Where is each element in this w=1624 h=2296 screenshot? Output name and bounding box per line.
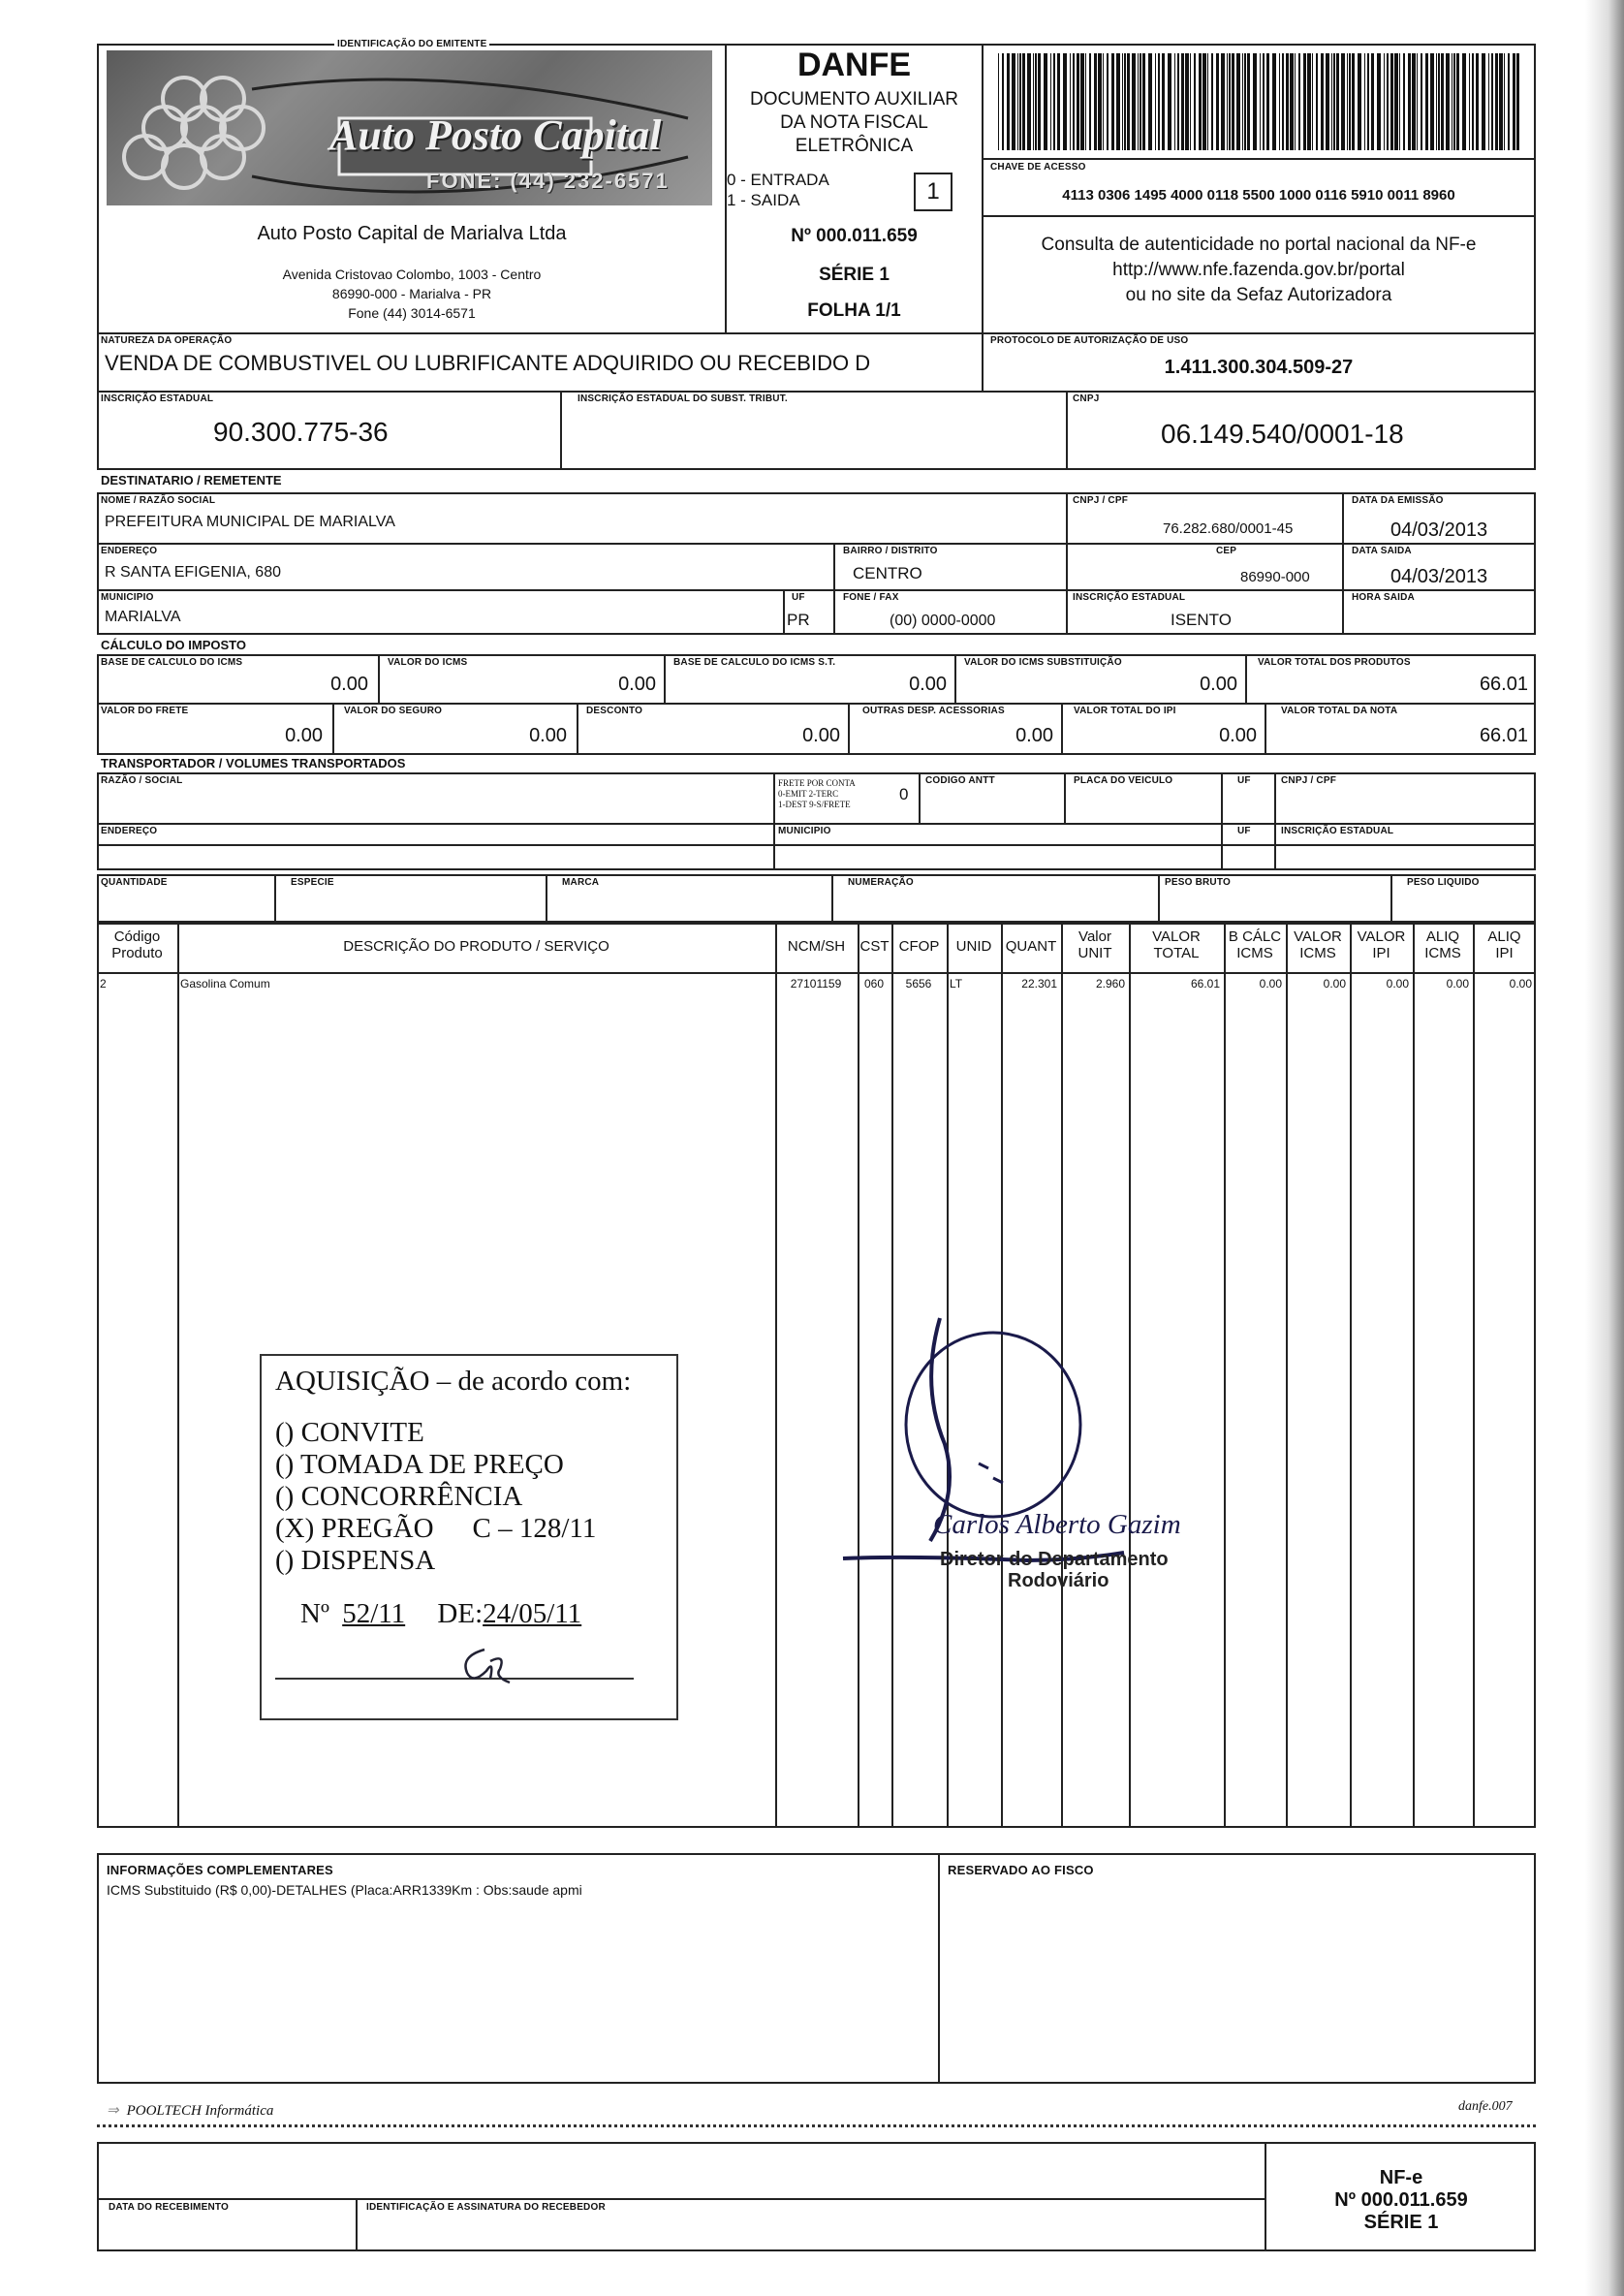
danfe-entrada: 0 - ENTRADA — [727, 171, 829, 189]
dest-cnpj-label: CNPJ / CPF — [1073, 495, 1129, 506]
receipt-serie: SÉRIE 1 — [1363, 2212, 1439, 2233]
tr-uf-label: UF — [1237, 775, 1251, 786]
barcode-bar — [1491, 53, 1493, 150]
col-header-codigo: Código Produto — [111, 928, 163, 961]
table-cell-codigo: 2 — [100, 977, 107, 991]
dest-endereco-label: ENDEREÇO — [101, 546, 158, 556]
col-header-valor-ipi: VALOR IPI — [1357, 928, 1406, 961]
dest-saida: 04/03/2013 — [1390, 566, 1488, 587]
danfe-saida: 1 - SAIDA — [727, 191, 800, 209]
fisco-box — [938, 1853, 1536, 2084]
barcode-bar — [1394, 53, 1398, 150]
dest-cep-label: CEP — [1216, 546, 1237, 556]
barcode-bar — [1127, 53, 1130, 150]
barcode-bar — [1242, 53, 1243, 150]
barcode-bar — [1111, 53, 1114, 150]
barcode-bar — [1181, 53, 1184, 150]
barcode-bar — [1094, 53, 1097, 150]
imp-icms-subst: 0.00 — [1200, 674, 1237, 695]
barcode-bar — [1073, 53, 1075, 150]
imp-bc-icms-st-label: BASE DE CALCULO DO ICMS S.T. — [673, 657, 836, 668]
barcode-bar — [1244, 53, 1246, 150]
barcode-bar — [1053, 53, 1055, 150]
imp-ipi-label: VALOR TOTAL DO IPI — [1074, 706, 1176, 716]
barcode-bar — [1387, 53, 1389, 150]
barcode-bar — [1057, 53, 1060, 150]
barcode-bar — [1290, 53, 1294, 150]
imp-frete: 0.00 — [285, 725, 323, 746]
barcode-bar — [1499, 53, 1503, 150]
imp-total-nota: 66.01 — [1479, 725, 1528, 746]
barcode-bar — [1247, 53, 1250, 150]
barcode-bar — [1476, 53, 1479, 150]
stamp-tomada: () TOMADA DE PREÇO — [275, 1449, 564, 1480]
aquisicao-stamp — [260, 1354, 678, 1720]
barcode-bar — [1436, 53, 1437, 150]
barcode-bar — [1019, 53, 1021, 150]
barcode-bar — [1504, 53, 1505, 150]
footer-dotted-line — [97, 2124, 1536, 2127]
barcode-bar — [1207, 53, 1208, 150]
barcode-bar — [1202, 53, 1206, 150]
col-header-descricao: DESCRIÇÃO DO PRODUTO / SERVIÇO — [343, 938, 609, 955]
produtos-col-divider — [1350, 923, 1352, 1828]
fisco-label: RESERVADO AO FISCO — [948, 1863, 1094, 1877]
ie-label: INSCRIÇÃO ESTADUAL — [101, 393, 214, 404]
dest-nome-label: NOME / RAZÃO SOCIAL — [101, 495, 216, 506]
imp-outras: 0.00 — [1015, 725, 1053, 746]
barcode-bar — [1077, 53, 1079, 150]
danfe-subtitle-1: DOCUMENTO AUXILIAR — [749, 89, 959, 110]
table-cell-descricao: Gasolina Comum — [180, 977, 270, 991]
stamp-no-label: Nº — [300, 1598, 329, 1629]
info-value: ICMS Substituido (R$ 0,00)-DETALHES (Placa:ARR1339Km : Obs:saude apmi — [107, 1882, 582, 1898]
barcode-bar — [1177, 53, 1179, 150]
table-cell-unid: LT — [950, 977, 963, 991]
barcode-bar — [1033, 53, 1034, 150]
barcode-bar — [1098, 53, 1102, 150]
imp-valor-icms: 0.00 — [618, 674, 656, 695]
barcode-bar — [1462, 53, 1466, 150]
tr-municipio-label: MUNICIPIO — [778, 826, 831, 836]
tr-placa-label: PLACA DO VEICULO — [1074, 775, 1173, 786]
barcode-bar — [1295, 53, 1296, 150]
tr-endereco-label: ENDEREÇO — [101, 826, 158, 836]
barcode-bar — [1007, 53, 1010, 150]
barcode-bar — [1453, 53, 1455, 150]
emitente-name: Auto Posto Capital de Marialva Ltda — [257, 223, 567, 244]
col-header-cfop: CFOP — [898, 938, 940, 955]
danfe-tipo-box — [914, 173, 953, 211]
barcode-bar — [1408, 53, 1411, 150]
signature-role-1: Diretor do Departamento — [940, 1549, 1169, 1570]
danfe-folha: FOLHA 1/1 — [807, 300, 901, 321]
barcode-bar — [1321, 53, 1324, 150]
dest-bairro-label: BAIRRO / DISTRITO — [843, 546, 938, 556]
dest-endereco: R SANTA EFIGENIA, 680 — [105, 564, 281, 581]
barcode-bar — [1124, 53, 1126, 150]
imp-bc-icms-st: 0.00 — [909, 674, 947, 695]
stamp-no-value: 52/11 — [342, 1598, 406, 1629]
barcode-bar — [1107, 53, 1109, 150]
initials-signature-icon — [455, 1642, 523, 1690]
imp-outras-label: OUTRAS DESP. ACESSORIAS — [862, 706, 1005, 716]
barcode-bar — [1168, 53, 1171, 150]
barcode-bar — [1508, 53, 1510, 150]
barcode-bar — [1266, 53, 1269, 150]
tr-razao-label: RAZÃO / SOCIAL — [101, 775, 183, 786]
table-cell-cst: 060 — [863, 977, 885, 991]
dest-emissao: 04/03/2013 — [1390, 519, 1488, 541]
barcode-bar — [1469, 53, 1470, 150]
barcode-bar — [1333, 53, 1335, 150]
dest-fone-label: FONE / FAX — [843, 592, 899, 603]
imp-valor-icms-label: VALOR DO ICMS — [388, 657, 468, 668]
table-cell-valor-icms: 0.00 — [1323, 977, 1346, 991]
barcode-bar — [1263, 53, 1265, 150]
stamp-convite: () CONVITE — [275, 1417, 424, 1448]
danfe-numero: Nº 000.011.659 — [791, 226, 918, 246]
table-cell-valor-unit: 2.960 — [1095, 977, 1125, 991]
table-cell-quant: 22.301 — [1021, 977, 1057, 991]
barcode-bar — [1199, 53, 1202, 150]
vol-peso-bruto-label: PESO BRUTO — [1165, 877, 1231, 888]
vol-numeracao-label: NUMERAÇÃO — [848, 877, 914, 888]
barcode-bar — [1038, 53, 1041, 150]
dest-fone: (00) 0000-0000 — [890, 613, 996, 629]
produtos-col-divider — [1224, 923, 1226, 1828]
dest-municipio-label: MUNICIPIO — [101, 592, 154, 603]
barcode-bar — [1253, 53, 1257, 150]
dest-bairro: CENTRO — [853, 564, 922, 582]
imp-bc-icms: 0.00 — [330, 674, 368, 695]
barcode-bar — [1103, 53, 1104, 150]
barcode-bar — [1216, 53, 1219, 150]
imp-bc-icms-label: BASE DE CALCULO DO ICMS — [101, 657, 243, 668]
stamp-concorrencia: () CONCORRÊNCIA — [275, 1481, 523, 1512]
dest-cep: 86990-000 — [1240, 569, 1310, 585]
barcode-bar — [1211, 53, 1213, 150]
barcode-bar — [1417, 53, 1418, 150]
tr-frete-text-2: 0-EMIT 2-TERC — [778, 789, 839, 799]
signature-stamp-icon — [833, 1299, 1182, 1589]
vol-peso-liquido-label: PESO LIQUIDO — [1407, 877, 1480, 888]
table-cell-ncm: 27101159 — [790, 977, 842, 991]
barcode-bar — [1352, 53, 1355, 150]
imp-total-produtos-label: VALOR TOTAL DOS PRODUTOS — [1258, 657, 1411, 668]
dest-uf-label: UF — [792, 592, 805, 603]
vol-especie-label: ESPECIE — [291, 877, 334, 888]
barcode-bar — [1138, 53, 1139, 150]
danfe-serie: SÉRIE 1 — [819, 265, 890, 285]
table-cell-valor-total: 66.01 — [1190, 977, 1220, 991]
barcode-bar — [1155, 53, 1156, 150]
col-header-aliq-icms: ALIQ ICMS — [1424, 928, 1461, 961]
barcode-bar — [1158, 53, 1160, 150]
cnpj-value: 06.149.540/0001-18 — [1161, 419, 1404, 449]
dest-saida-label: DATA SAIDA — [1352, 546, 1412, 556]
stamp-numero-row — [300, 1598, 663, 1630]
logo-phone: FONE: (44) 232-6571 — [426, 169, 670, 193]
barcode-bar — [1236, 53, 1240, 150]
barcode-bar — [1303, 53, 1306, 150]
signature-name: Carlos Alberto Gazim — [933, 1509, 1181, 1540]
tr-frete-value: 0 — [899, 785, 909, 803]
barcode-bar — [1336, 53, 1339, 150]
imposto-section: CÁLCULO DO IMPOSTO — [101, 638, 246, 652]
stamp-de-value: 24/05/11 — [483, 1598, 582, 1629]
barcode-bar — [1142, 53, 1145, 150]
danfe-tipo: 1 — [926, 178, 940, 204]
barcode-bar — [1148, 53, 1152, 150]
natureza-label: NATUREZA DA OPERAÇÃO — [101, 335, 233, 346]
barcode-bar — [1441, 53, 1444, 150]
receipt-ident-label: IDENTIFICAÇÃO E ASSINATURA DO RECEBEDOR — [366, 2202, 606, 2213]
protocolo-value: 1.411.300.304.509-27 — [1164, 357, 1354, 378]
tr-frete-text-3: 1-DEST 9-S/FRETE — [778, 800, 851, 809]
barcode-bar — [1358, 53, 1361, 150]
imp-frete-label: VALOR DO FRETE — [101, 706, 189, 716]
barcode-bar — [1174, 53, 1175, 150]
stamp-pregao: (X) PREGÃO — [275, 1513, 434, 1544]
barcode-bar — [1456, 53, 1459, 150]
produtos-col-divider — [177, 923, 179, 1828]
barcode-bar — [1063, 53, 1067, 150]
barcode-bar — [1022, 53, 1025, 150]
vol-quantidade-label: QUANTIDADE — [101, 877, 168, 888]
barcode-bar — [1331, 53, 1332, 150]
barcode-bar — [1390, 53, 1393, 150]
transportador-section: TRANSPORTADOR / VOLUMES TRANSPORTADOS — [101, 756, 406, 771]
barcode-bar — [1227, 53, 1228, 150]
barcode-bar — [1403, 53, 1405, 150]
chave-consulta-3: ou no site da Sefaz Autorizadora — [1125, 285, 1392, 305]
receipt-data-label: DATA DO RECEBIMENTO — [109, 2202, 229, 2213]
col-header-cst: CST — [859, 938, 890, 955]
barcode-bar — [1232, 53, 1234, 150]
emitente-label: IDENTIFICAÇÃO DO EMITENTE — [334, 39, 489, 49]
table-cell-aliq-ipi: 0.00 — [1509, 977, 1532, 991]
barcode-bar — [1229, 53, 1231, 150]
barcode-bar — [1002, 53, 1004, 150]
barcode-bar — [1272, 53, 1276, 150]
barcode-bar — [1412, 53, 1416, 150]
stamp-pregao-code: C – 128/11 — [472, 1513, 597, 1544]
col-header-bc-icms: B CÁLC ICMS — [1228, 928, 1282, 961]
emitente-city: 86990-000 - Marialva - PR — [331, 286, 492, 301]
imp-icms-subst-label: VALOR DO ICMS SUBSTITUIÇÃO — [964, 657, 1122, 668]
imp-desconto: 0.00 — [802, 725, 840, 746]
emitente-logo — [107, 50, 712, 205]
chave-consulta-1: Consulta de autenticidade no portal nacional da NF-e — [1041, 235, 1477, 255]
barcode-bar — [1132, 53, 1136, 150]
emitente-phone: Fone (44) 3014-6571 — [348, 305, 476, 321]
barcode — [998, 53, 1519, 150]
imp-desconto-label: DESCONTO — [586, 706, 643, 716]
barcode-bar — [998, 53, 999, 150]
footer-vendor — [107, 2101, 273, 2120]
receipt-nfe: NF-e — [1379, 2167, 1423, 2188]
stamp-de-label: DE: — [437, 1598, 484, 1629]
barcode-bar — [1472, 53, 1474, 150]
barcode-bar — [1482, 53, 1485, 150]
barcode-bar — [1399, 53, 1400, 150]
tr-frete-text — [778, 778, 856, 810]
col-header-quant: QUANT — [1005, 938, 1057, 955]
barcode-bar — [1122, 53, 1123, 150]
danfe-title: DANFE — [796, 47, 912, 83]
barcode-bar — [1027, 53, 1031, 150]
barcode-bar — [1488, 53, 1489, 150]
chave-label: CHAVE DE ACESSO — [990, 162, 1086, 173]
dest-cnpj: 76.282.680/0001-45 — [1163, 520, 1294, 537]
barcode-bar — [1446, 53, 1450, 150]
stamp-dispensa: () DISPENSA — [275, 1545, 436, 1576]
barcode-bar — [1260, 53, 1261, 150]
barcode-bar — [1384, 53, 1385, 150]
tr-cnpj-label: CNPJ / CPF — [1281, 775, 1337, 786]
dest-ie-label: INSCRIÇÃO ESTADUAL — [1073, 592, 1186, 603]
tr-antt-label: CODIGO ANTT — [925, 775, 995, 786]
barcode-bar — [1185, 53, 1189, 150]
barcode-bar — [1221, 53, 1225, 150]
col-header-valor-total: VALOR TOTAL — [1152, 928, 1201, 961]
imp-ipi: 0.00 — [1219, 725, 1257, 746]
receipt-numero: Nº 000.011.659 — [1334, 2189, 1468, 2211]
barcode-bar — [1282, 53, 1284, 150]
dest-hora-label: HORA SAIDA — [1352, 592, 1415, 603]
barcode-bar — [1367, 53, 1369, 150]
barcode-bar — [1035, 53, 1037, 150]
barcode-bar — [1085, 53, 1086, 150]
barcode-bar — [1298, 53, 1300, 150]
tr-frete-text-1: FRETE POR CONTA — [778, 778, 856, 788]
produtos-col-divider — [1286, 923, 1288, 1828]
barcode-bar — [1349, 53, 1351, 150]
col-header-aliq-ipi: ALIQ IPI — [1487, 928, 1521, 961]
imp-total-produtos: 66.01 — [1479, 674, 1528, 695]
dest-ie: ISENTO — [1171, 611, 1232, 629]
barcode-bar — [1438, 53, 1440, 150]
col-header-valor-icms: VALOR ICMS — [1294, 928, 1342, 961]
danfe-subtitle-2: DA NOTA FISCAL — [780, 112, 928, 133]
barcode-bar — [1316, 53, 1318, 150]
barcode-bar — [1190, 53, 1191, 150]
barcode-bar — [1194, 53, 1196, 150]
dest-nome: PREFEITURA MUNICIPAL DE MARIALVA — [105, 514, 395, 530]
barcode-bar — [1012, 53, 1015, 150]
emitente-address: Avenida Cristovao Colombo, 1003 - Centro — [282, 267, 542, 282]
imp-total-nota-label: VALOR TOTAL DA NOTA — [1281, 706, 1398, 716]
tr-ie-label: INSCRIÇÃO ESTADUAL — [1281, 826, 1394, 836]
table-cell-aliq-icms: 0.00 — [1446, 977, 1469, 991]
barcode-bar — [1430, 53, 1434, 150]
barcode-bar — [1017, 53, 1018, 150]
barcode-bar — [1326, 53, 1329, 150]
imp-seguro-label: VALOR DO SEGURO — [344, 706, 443, 716]
table-cell-valor-ipi: 0.00 — [1386, 977, 1409, 991]
stamp-pregao-row — [275, 1513, 663, 1545]
imp-seguro: 0.00 — [529, 725, 567, 746]
barcode-bar — [1364, 53, 1365, 150]
barcode-bar — [1425, 53, 1428, 150]
barcode-bar — [1307, 53, 1311, 150]
barcode-bar — [1116, 53, 1120, 150]
ie-value: 90.300.775-36 — [213, 417, 389, 447]
produtos-col-divider — [775, 923, 777, 1828]
produtos-col-divider — [1473, 923, 1475, 1828]
barcode-bar — [1421, 53, 1422, 150]
protocolo-label: PROTOCOLO DE AUTORIZAÇÃO DE USO — [990, 335, 1189, 346]
footer-vendor-text: POOLTECH Informática — [126, 2103, 274, 2119]
ie-st-label: INSCRIÇÃO ESTADUAL DO SUBST. TRIBUT. — [578, 393, 788, 404]
barcode-bar — [1286, 53, 1289, 150]
destinatario-section: DESTINATARIO / REMETENTE — [101, 473, 282, 488]
danfe-subtitle-3: ELETRÔNICA — [795, 136, 914, 156]
barcode-bar — [1162, 53, 1165, 150]
barcode-bar — [1347, 53, 1348, 150]
barcode-bar — [1140, 53, 1141, 150]
signature-role-2: Rodoviário — [1008, 1570, 1109, 1591]
dest-uf: PR — [787, 611, 810, 629]
produtos-col-divider — [1413, 923, 1415, 1828]
info-label: INFORMAÇÕES COMPLEMENTARES — [107, 1863, 333, 1877]
barcode-bar — [1513, 53, 1515, 150]
vol-marca-label: MARCA — [562, 877, 600, 888]
chave-value: 4113 0306 1495 4000 0118 5500 1000 0116 5910 0011 8960 — [1062, 187, 1455, 204]
barcode-bar — [1516, 53, 1519, 150]
barcode-bar — [1495, 53, 1498, 150]
barcode-bar — [1377, 53, 1381, 150]
dest-emissao-label: DATA DA EMISSÃO — [1352, 495, 1444, 506]
cnpj-label: CNPJ — [1073, 393, 1100, 404]
barcode-bar — [1080, 53, 1084, 150]
logo-text: Auto Posto Capital — [329, 111, 662, 159]
stamp-signature-line — [275, 1678, 634, 1680]
barcode-bar — [1044, 53, 1047, 150]
barcode-bar — [1312, 53, 1313, 150]
chave-consulta-2[interactable]: http://www.nfe.fazenda.gov.br/portal — [1112, 260, 1405, 280]
page-edge — [1585, 0, 1624, 2296]
col-header-unid: UNID — [955, 938, 992, 955]
barcode-bar — [1070, 53, 1071, 150]
barcode-bar — [1279, 53, 1280, 150]
natureza-value: VENDA DE COMBUSTIVEL OU LUBRIFICANTE ADQUIRIDO OU RECEBIDO D — [105, 351, 871, 375]
vendor-logo-icon: ⇒ — [107, 2103, 119, 2119]
barcode-bar — [1371, 53, 1374, 150]
col-header-valor-unit: Valor UNIT — [1077, 928, 1112, 961]
table-cell-bc-icms: 0.00 — [1259, 977, 1282, 991]
barcode-bar — [1050, 53, 1051, 150]
dest-municipio: MARIALVA — [105, 609, 181, 625]
tr-uf2-label: UF — [1237, 826, 1251, 836]
barcode-bar — [1341, 53, 1345, 150]
col-header-ncm: NCM/SH — [787, 938, 846, 955]
stamp-title: AQUISIÇÃO – de acordo com: — [275, 1366, 632, 1397]
table-cell-cfop: 5656 — [905, 977, 932, 991]
barcode-bar — [1089, 53, 1091, 150]
footer-code: danfe.007 — [1458, 2099, 1513, 2114]
